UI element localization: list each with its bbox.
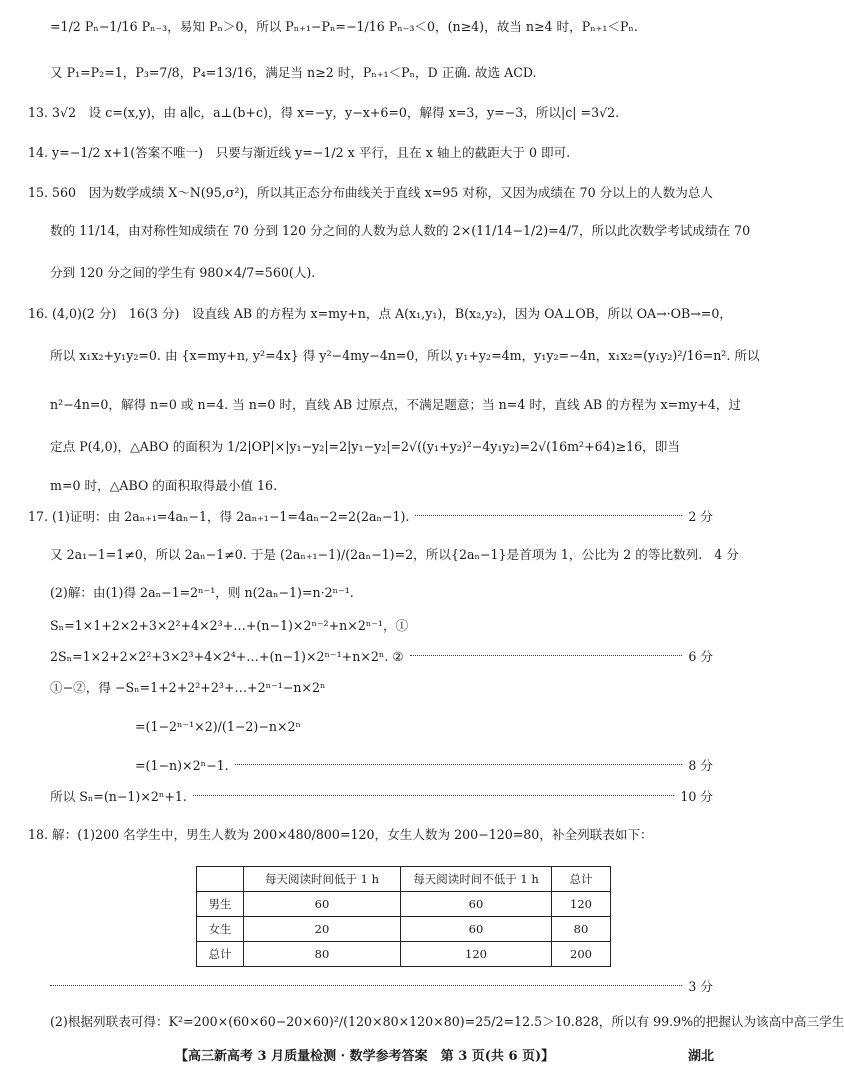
answer-18-part2: (2)根据列联表可得：K²=200×(60×60−20×60)²/(120×80×120×80)=25/2=12.5＞10.828，所以有 99.9%的把握认为该高中高三学生 xyxy=(50,1014,844,1029)
score-label: 4 分 xyxy=(714,547,739,562)
leader-dots xyxy=(415,514,682,516)
table-cell: 80 xyxy=(244,942,401,967)
answer-17-part2: (2)解：由(1)得 2aₙ−1=2ⁿ⁻¹，则 n(2aₙ−1)=n·2ⁿ⁻¹. xyxy=(50,585,354,600)
table-cell: 20 xyxy=(244,917,401,942)
text-line: 数的 11/14，由对称性知成绩在 70 分到 120 分之间的人数为总人数的 2×(11/14−1/2)=4/7，所以此次数学考试成绩在 70 xyxy=(50,223,751,238)
text-line: 17. (1)证明：由 2aₙ₊₁=4aₙ−1，得 2aₙ₊₁−1=4aₙ−2=2(2aₙ−1). xyxy=(28,509,410,524)
text-line: 分到 120 分之间的学生有 980×4/7=560(人). xyxy=(50,265,316,280)
text-line: 又 P₁=P₂=1，P₃=7/8，P₄=13/16，满足当 n≥2 时，Pₙ₊₁＜Pₙ，D 正确. 故选 ACD. xyxy=(50,65,537,80)
text-line: ①−②，得 −Sₙ=1+2+2²+2³+…+2ⁿ⁻¹−n×2ⁿ xyxy=(50,680,326,695)
answer-17-part1 xyxy=(28,508,713,526)
text-line: n²−4n=0，解得 n=0 或 n=4. 当 n=0 时，直线 AB 过原点，不满足题意；当 n=4 时，直线 AB 的方程为 x=my+4，过 xyxy=(50,397,741,412)
table-row xyxy=(197,917,611,942)
footer-region: 湖北 xyxy=(688,1049,715,1064)
leader-dots xyxy=(193,794,674,796)
leader-dots xyxy=(50,984,682,986)
answer-14: 14. y=−1/2 x+1(答案不唯一) 只要与渐近线 y=−1/2 x 平行，且在 x 轴上的截距大于 0 即可. xyxy=(28,145,571,160)
table-cell: 60 xyxy=(401,892,552,917)
table-cell: 60 xyxy=(244,892,401,917)
contingency-table xyxy=(196,866,611,967)
table-header-row xyxy=(197,867,611,892)
table-cell: 120 xyxy=(552,892,611,917)
table-cell: 男生 xyxy=(197,892,244,917)
equation-2 xyxy=(50,648,713,666)
score-label: 2 分 xyxy=(688,509,713,524)
table-cell: 总计 xyxy=(197,942,244,967)
leader-dots xyxy=(235,763,683,765)
equation-1: Sₙ=1×1+2×2+3×2²+4×2³+…+(n−1)×2ⁿ⁻²+n×2ⁿ⁻¹，① xyxy=(50,618,409,633)
text-line-with-score xyxy=(50,788,713,806)
score-label: 10 分 xyxy=(680,789,713,804)
table-score-line xyxy=(50,978,713,996)
table-cell: 女生 xyxy=(197,917,244,942)
answer-15: 15. 560 因为数学成绩 X～N(95,σ²)，所以其正态分布曲线关于直线 x=95 对称，又因为成绩在 70 分以上的人数为总人 xyxy=(28,185,714,200)
table-cell: 总计 xyxy=(552,867,611,892)
text-line: =(1−n)×2ⁿ−1. xyxy=(135,758,229,773)
text-line-with-score xyxy=(135,757,713,775)
text-line: 所以 x₁x₂+y₁y₂=0. 由 {x=my+n, y²=4x} 得 y²−4my−4n=0，所以 y₁+y₂=4m，y₁y₂=−4n，x₁x₂=(y₁y₂)²/16=n². 所以 xyxy=(50,348,760,363)
table-cell: 每天阅读时间低于 1 h xyxy=(244,867,401,892)
table-row xyxy=(197,942,611,967)
text-line: 所以 Sₙ=(n−1)×2ⁿ+1. xyxy=(50,789,187,804)
table-cell: 每天阅读时间不低于 1 h xyxy=(401,867,552,892)
leader-dots xyxy=(410,654,683,656)
table-cell xyxy=(197,867,244,892)
answer-13: 13. 3√2 设 c=(x,y)，由 a∥c，a⊥(b+c)，得 x=−y，y−x+6=0，解得 x=3，y=−3，所以|c| =3√2. xyxy=(28,105,620,120)
table-cell: 200 xyxy=(552,942,611,967)
score-label: 6 分 xyxy=(688,649,713,664)
table-cell: 80 xyxy=(552,917,611,942)
text-line: 定点 P(4,0)，△ABO 的面积为 1/2|OP|×|y₁−y₂|=2|y₁−y₂|=2√((y₁+y₂)²−4y₁y₂)=2√(16m²+64)≥16，即当 xyxy=(50,439,680,454)
table-cell: 60 xyxy=(401,917,552,942)
score-label: 8 分 xyxy=(688,758,713,773)
score-label: 3 分 xyxy=(688,979,713,994)
text-line: 又 2a₁−1=1≠0，所以 2aₙ−1≠0. 于是 (2aₙ₊₁−1)/(2aₙ−1)=2，所以{2aₙ−1}是首项为 1，公比为 2 的等比数列. xyxy=(50,547,703,562)
text-line: =1/2 Pₙ−1/16 Pₙ₋₃，易知 Pₙ＞0，所以 Pₙ₊₁−Pₙ=−1/16 Pₙ₋₃＜0，(n≥4)，故当 n≥4 时，Pₙ₊₁＜Pₙ. xyxy=(50,19,638,34)
table-row xyxy=(197,892,611,917)
answer-18-part1: 18. 解：(1)200 名学生中，男生人数为 200×480/800=120，女生人数为 200−120=80，补全列联表如下： xyxy=(28,827,653,842)
text-line: 2Sₙ=1×2+2×2²+3×2³+4×2⁴+…+(n−1)×2ⁿ⁻¹+n×2ⁿ. ② xyxy=(50,649,404,664)
footer-title: 【高三新高考 3 月质量检测 · 数学参考答案 第 3 页(共 6 页)】 xyxy=(175,1049,555,1064)
table-cell: 120 xyxy=(401,942,552,967)
text-line-with-score xyxy=(50,546,739,564)
text-line: m=0 时，△ABO 的面积取得最小值 16. xyxy=(50,478,278,493)
answer-16: 16. (4,0)(2 分) 16(3 分) 设直线 AB 的方程为 x=my+n，点 A(x₁,y₁)，B(x₂,y₂)，因为 OA⊥OB，所以 OA→·OB→=0， xyxy=(28,306,732,321)
text-line: =(1−2ⁿ⁻¹×2)/(1−2)−n×2ⁿ xyxy=(135,719,301,734)
